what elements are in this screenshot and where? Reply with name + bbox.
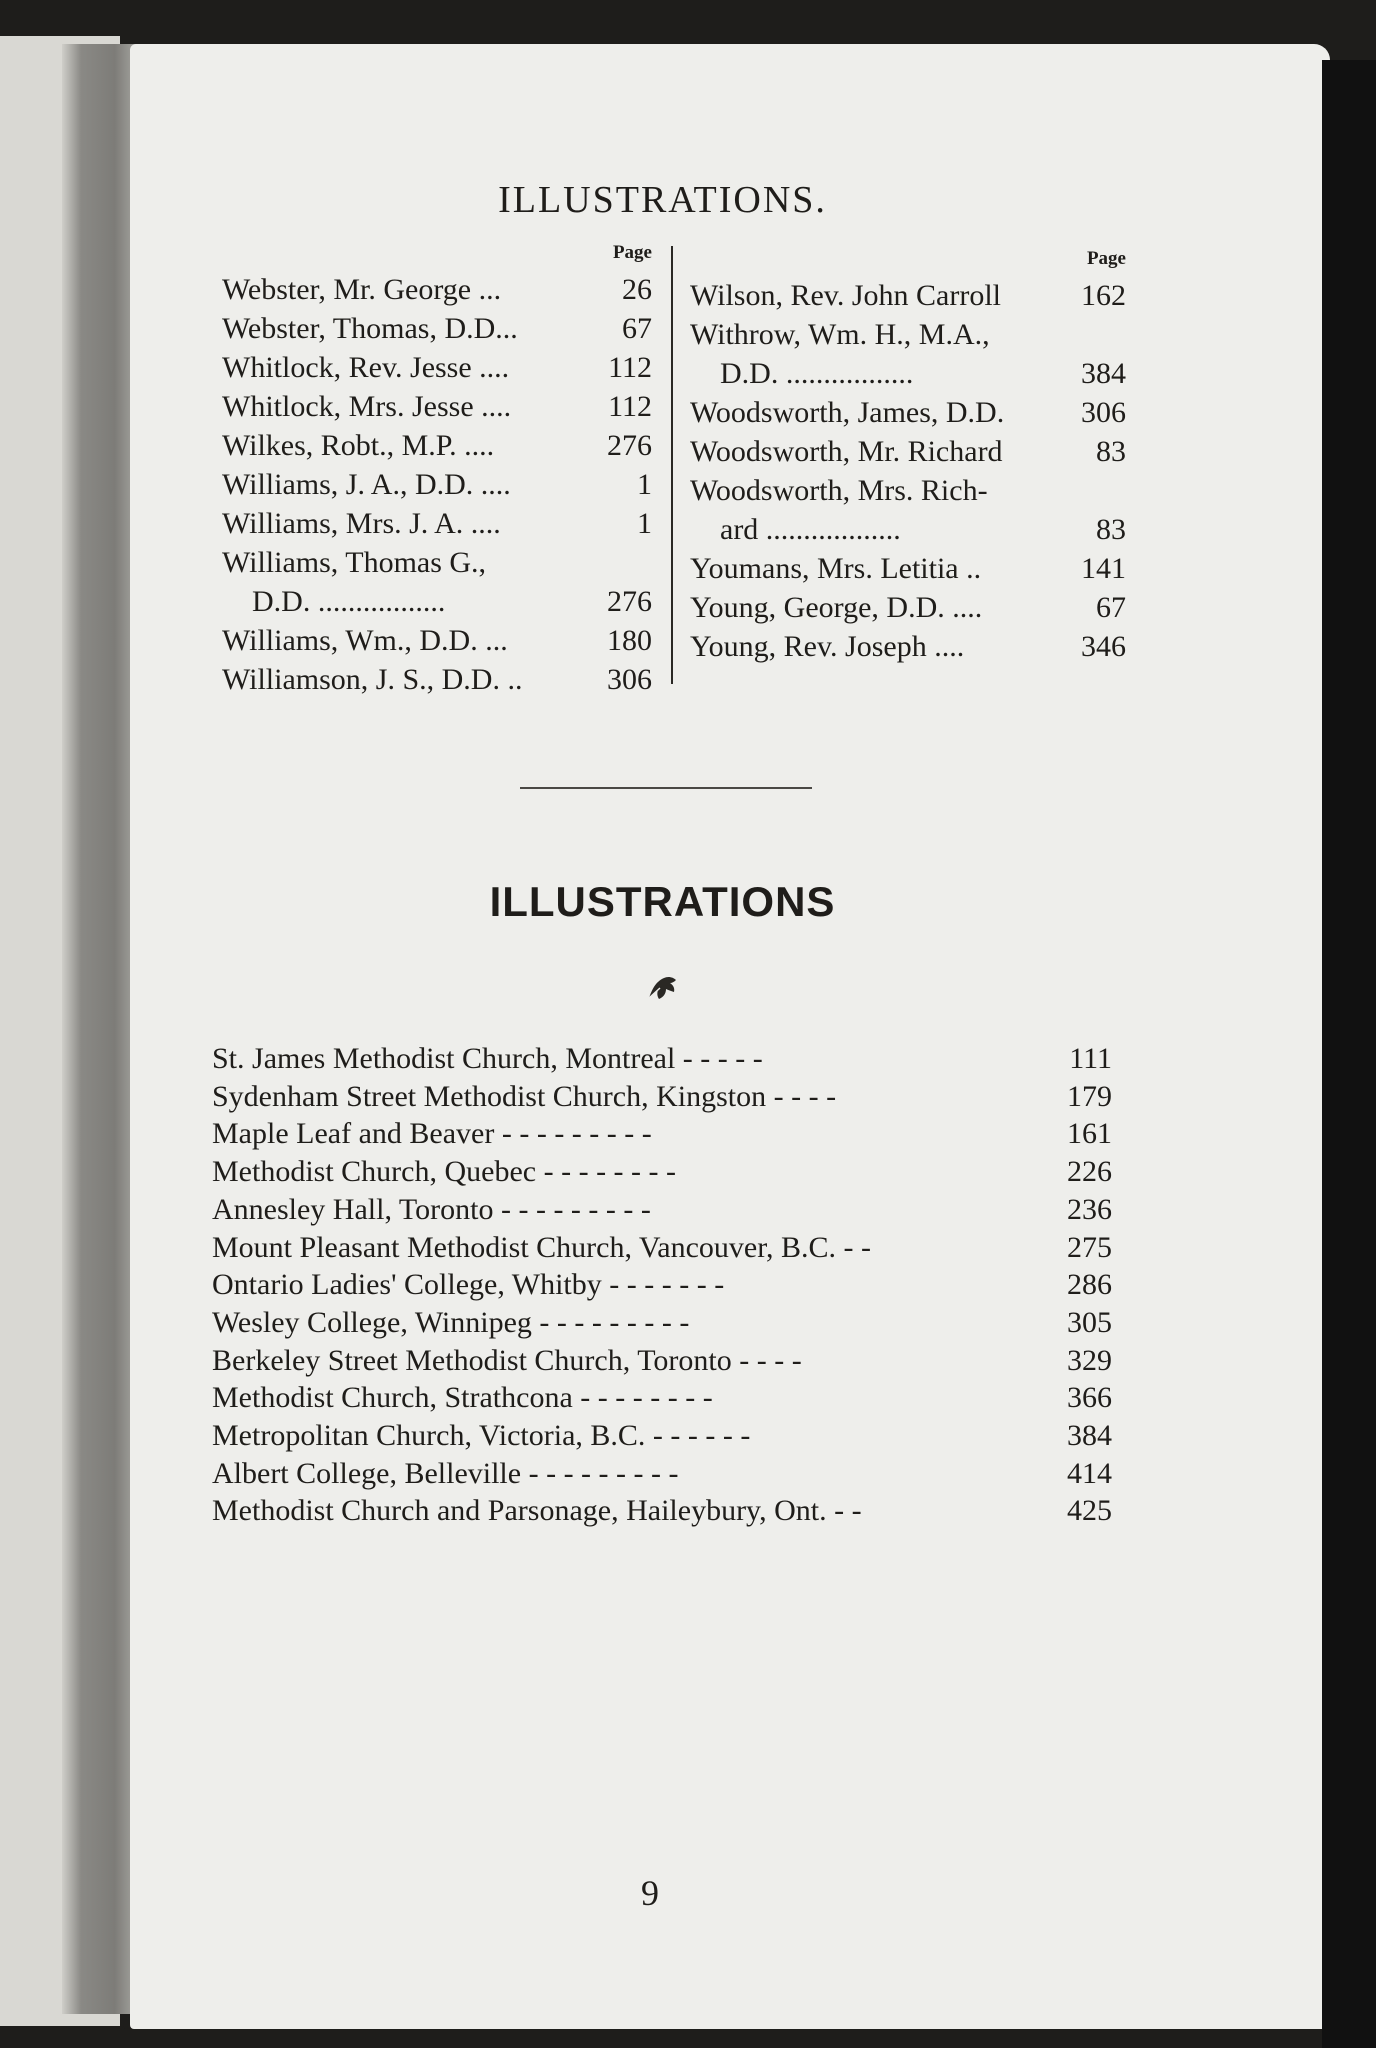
illustration-label: Berkeley Street Methodist Church, Toronto - - - - xyxy=(212,1343,802,1377)
fleuron-icon xyxy=(646,972,680,1004)
entry-name: Williams, Thomas G., xyxy=(222,546,487,579)
illustration-item xyxy=(212,1304,1112,1342)
illustration-page: 226 xyxy=(1067,1155,1112,1189)
illustration-page: 236 xyxy=(1067,1192,1112,1226)
entry-page: 276 xyxy=(607,429,652,462)
illustration-page: 305 xyxy=(1067,1305,1112,1339)
illustrations-title: ILLUSTRATIONS xyxy=(489,878,836,925)
entry-name: Wilkes, Robt., M.P. .... xyxy=(222,429,495,462)
entry-page: 83 xyxy=(1096,435,1126,468)
index-title: ILLUSTRATIONS. xyxy=(498,179,827,221)
column-divider xyxy=(671,246,673,684)
index-entry xyxy=(222,348,652,387)
entry-name: Whitlock, Mrs. Jesse .... xyxy=(222,390,512,423)
index-right-column xyxy=(690,248,1126,666)
entry-page: 67 xyxy=(1096,591,1126,624)
page-column-header: Page xyxy=(1086,248,1126,269)
entry-page: 112 xyxy=(608,390,652,423)
entry-name: Youmans, Mrs. Letitia .. xyxy=(690,552,982,585)
illustration-item xyxy=(212,1115,1112,1153)
illustrations-list xyxy=(212,1040,1112,1530)
entry-name: Young, Rev. Joseph .... xyxy=(690,630,965,663)
illustration-item xyxy=(212,1266,1112,1304)
illustration-item xyxy=(212,1191,1112,1229)
illustration-item xyxy=(212,1153,1112,1191)
illustration-page: 179 xyxy=(1067,1079,1112,1113)
entry-page: 306 xyxy=(1081,396,1126,429)
entry-page: 384 xyxy=(1081,357,1126,390)
illustration-page: 384 xyxy=(1067,1419,1112,1453)
illustration-label: Mount Pleasant Methodist Church, Vancouver, B.C. - - xyxy=(212,1230,872,1264)
illustration-page: 286 xyxy=(1067,1268,1112,1302)
illustration-page: 414 xyxy=(1067,1456,1112,1490)
illustration-label: Methodist Church, Quebec - - - - - - - - xyxy=(212,1155,677,1189)
entry-name: Woodsworth, James, D.D. xyxy=(690,396,1005,429)
illustration-page: 425 xyxy=(1067,1494,1112,1528)
illustration-label: St. James Methodist Church, Montreal - - - - - xyxy=(212,1042,763,1075)
illustration-item xyxy=(212,1342,1112,1380)
entry-name: Williamson, J. S., D.D. .. xyxy=(222,663,523,696)
index-entry xyxy=(222,270,652,309)
entry-page: 346 xyxy=(1081,630,1126,663)
entry-name: Woodsworth, Mr. Richard xyxy=(690,435,1003,468)
entry-name: Wilson, Rev. John Carroll xyxy=(690,279,1001,312)
illustration-label: Annesley Hall, Toronto - - - - - - - - - xyxy=(212,1192,651,1226)
index-entry xyxy=(222,504,652,543)
index-entry xyxy=(222,309,652,348)
illustration-page: 275 xyxy=(1067,1230,1112,1264)
page-column-header: Page xyxy=(612,242,652,263)
illustration-page: 111 xyxy=(1069,1042,1112,1075)
illustration-page: 329 xyxy=(1067,1343,1112,1377)
illustration-label: Metropolitan Church, Victoria, B.C. - - - - - - xyxy=(212,1419,751,1453)
illustration-item xyxy=(212,1078,1112,1116)
index-entry xyxy=(222,426,652,465)
entry-name: Young, George, D.D. .... xyxy=(690,591,983,624)
illustration-label: Albert College, Belleville - - - - - - - - - xyxy=(212,1456,679,1490)
entry-page: 67 xyxy=(622,312,652,345)
illustration-item xyxy=(212,1417,1112,1455)
illustration-label: Maple Leaf and Beaver - - - - - - - - - xyxy=(212,1117,652,1151)
page-number: 9 xyxy=(641,1873,659,1913)
entry-page: 306 xyxy=(607,663,652,696)
illustration-item xyxy=(212,1492,1112,1530)
index-entry xyxy=(222,660,652,699)
entry-name: Whitlock, Rev. Jesse .... xyxy=(222,351,510,384)
index-entry xyxy=(222,387,652,426)
illustration-item xyxy=(212,1229,1112,1267)
scan-background-edge xyxy=(1322,60,1376,2048)
entry-page: 26 xyxy=(622,273,652,306)
illustration-item xyxy=(212,1379,1112,1417)
index-entry xyxy=(690,510,1126,549)
illustration-page: 161 xyxy=(1067,1117,1112,1151)
index-entry xyxy=(690,315,1126,354)
section-rule xyxy=(520,787,812,789)
index-entry xyxy=(690,588,1126,627)
illustration-page: 366 xyxy=(1067,1381,1112,1415)
entry-page: 1 xyxy=(637,507,652,540)
entry-name: D.D. ................. xyxy=(252,585,446,618)
entry-name: Williams, Mrs. J. A. .... xyxy=(222,507,501,540)
entry-page: 112 xyxy=(608,351,652,384)
index-left-column xyxy=(222,242,652,699)
index-entry xyxy=(690,432,1126,471)
illustration-label: Methodist Church and Parsonage, Haileybury, Ont. - - xyxy=(212,1494,862,1528)
illustration-label: Ontario Ladies' College, Whitby - - - - - - - xyxy=(212,1268,725,1302)
index-entry xyxy=(690,354,1126,393)
entry-name: Webster, Mr. George ... xyxy=(222,273,502,306)
entry-name: Webster, Thomas, D.D... xyxy=(222,312,518,345)
entry-page: 276 xyxy=(607,585,652,618)
illustration-item xyxy=(212,1040,1112,1078)
index-entry xyxy=(690,627,1126,666)
entry-name: D.D. ................. xyxy=(720,357,914,390)
entry-page: 162 xyxy=(1081,279,1126,312)
entry-name: ard .................. xyxy=(720,513,901,546)
entry-name: Williams, J. A., D.D. .... xyxy=(222,468,511,501)
index-entry xyxy=(690,471,1126,510)
index-entry xyxy=(690,549,1126,588)
index-entry xyxy=(690,276,1126,315)
entry-name: Woodsworth, Mrs. Rich- xyxy=(690,474,988,507)
entry-page: 141 xyxy=(1081,552,1126,585)
illustration-label: Sydenham Street Methodist Church, Kingston - - - - xyxy=(212,1079,837,1113)
illustration-item xyxy=(212,1455,1112,1493)
illustration-label: Methodist Church, Strathcona - - - - - - - - xyxy=(212,1381,713,1415)
entry-page: 180 xyxy=(607,624,652,657)
entry-name: Williams, Wm., D.D. ... xyxy=(222,624,508,657)
index-entry xyxy=(690,393,1126,432)
index-entry xyxy=(222,582,652,621)
entry-name: Withrow, Wm. H., M.A., xyxy=(690,318,990,351)
index-entry xyxy=(222,543,652,582)
entry-page: 83 xyxy=(1096,513,1126,546)
index-entry xyxy=(222,621,652,660)
index-entry xyxy=(222,465,652,504)
entry-page: 1 xyxy=(637,468,652,501)
illustration-label: Wesley College, Winnipeg - - - - - - - - - xyxy=(212,1305,690,1339)
